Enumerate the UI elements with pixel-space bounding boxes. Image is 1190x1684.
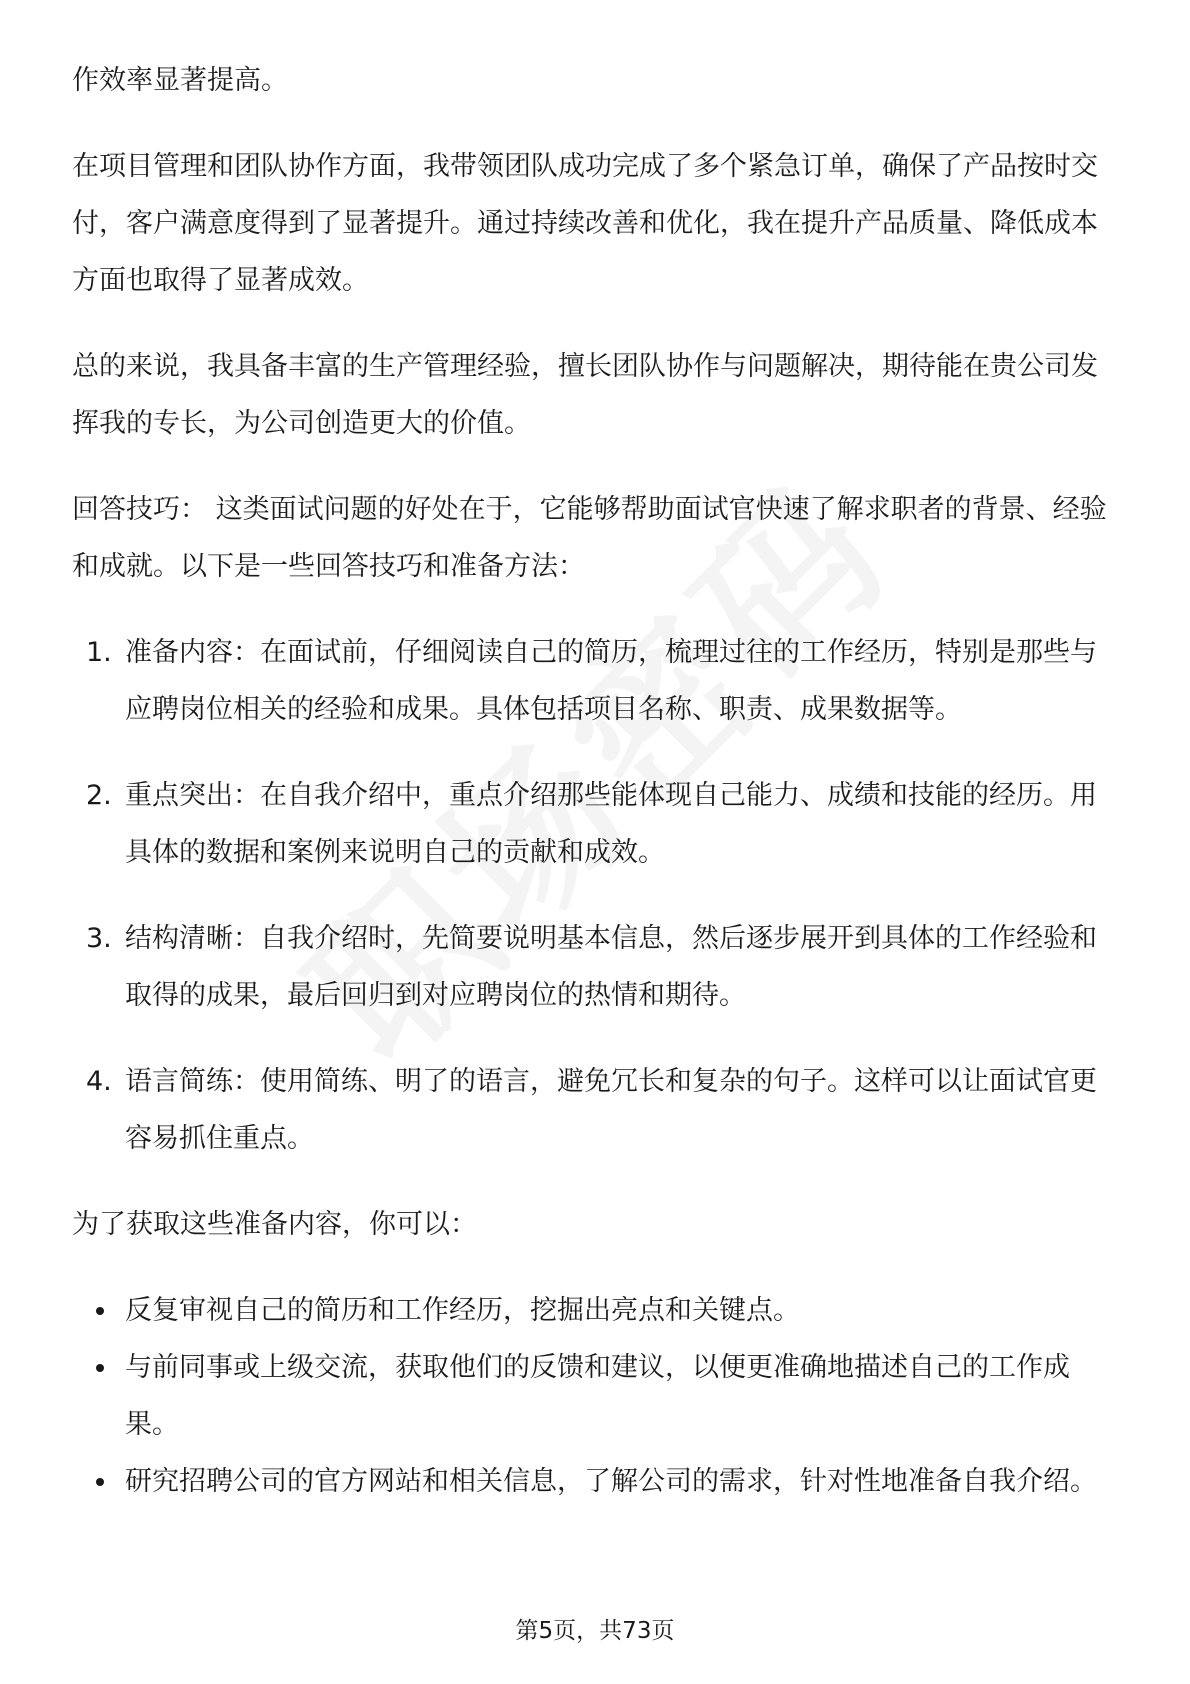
list-item	[72, 1282, 1118, 1339]
list-number: 1.	[86, 637, 112, 668]
document-body	[72, 52, 1118, 1510]
list-item	[72, 1053, 1118, 1167]
paragraph-2: 在项目管理和团队协作方面，我带领团队成功完成了多个紧急订单，确保了产品按时交付，客户满意度得到了显著提升。通过持续改善和优化，我在提升产品质量、降低成本方面也取得了显著成效。	[72, 151, 1098, 296]
bullet-icon	[96, 1364, 104, 1372]
page-footer: 第5页，共73页	[515, 1618, 675, 1644]
list-item	[72, 767, 1118, 881]
list-item	[72, 624, 1118, 738]
paragraph-4: 回答技巧： 这类面试问题的好处在于，它能够帮助面试官快速了解求职者的背景、经验和成就。以下是一些回答技巧和准备方法：	[72, 494, 1107, 582]
list-item-text: 语言简练：使用简练、明了的语言，避免冗长和复杂的句子。这样可以让面试官更容易抓住重点。	[125, 1066, 1097, 1154]
paragraph-1: 作效率显著提高。	[72, 65, 288, 96]
list-item	[72, 910, 1118, 1024]
list-item-text: 结构清晰：自我介绍时，先简要说明基本信息，然后逐步展开到具体的工作经验和取得的成果，最后回归到对应聘岗位的热情和期待。	[125, 923, 1097, 1011]
paragraph-3: 总的来说，我具备丰富的生产管理经验，擅长团队协作与问题解决，期待能在贵公司发挥我的专长，为公司创造更大的价值。	[72, 351, 1098, 439]
prep-bullet-list	[72, 1282, 1118, 1510]
list-item-text: 与前同事或上级交流，获取他们的反馈和建议，以便更准确地描述自己的工作成果。	[125, 1352, 1070, 1440]
bullet-icon	[96, 1478, 104, 1486]
bullet-icon	[96, 1307, 104, 1315]
list-item	[72, 1339, 1118, 1453]
list-item	[72, 1453, 1118, 1510]
list-number: 3.	[86, 923, 112, 954]
list-number: 4.	[86, 1066, 112, 1097]
list-item-text: 反复审视自己的简历和工作经历，挖掘出亮点和关键点。	[125, 1295, 800, 1326]
list-number: 2.	[86, 780, 112, 811]
list-item-text: 研究招聘公司的官方网站和相关信息，了解公司的需求，针对性地准备自我介绍。	[125, 1466, 1097, 1497]
prep-intro: 为了获取这些准备内容，你可以：	[72, 1209, 477, 1240]
list-item-text: 准备内容：在面试前，仔细阅读自己的简历，梳理过往的工作经历，特别是那些与应聘岗位相关的经验和成果。具体包括项目名称、职责、成果数据等。	[125, 637, 1097, 725]
list-item-text: 重点突出：在自我介绍中，重点介绍那些能体现自己能力、成绩和技能的经历。用具体的数据和案例来说明自己的贡献和成效。	[125, 780, 1097, 868]
tips-list	[72, 624, 1118, 1167]
